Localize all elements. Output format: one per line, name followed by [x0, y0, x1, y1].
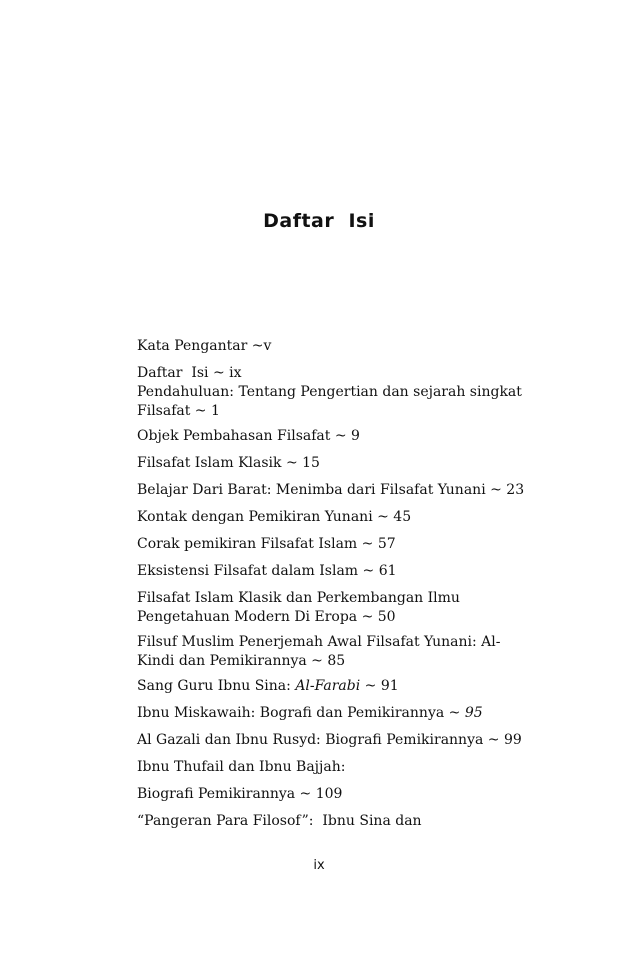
- toc-entry: [137, 508, 532, 527]
- page-title: Daftar Isi: [263, 210, 375, 232]
- toc-entry-line: Filsafat Islam Klasik ~ 15: [137, 455, 320, 471]
- toc-entry: [137, 427, 532, 446]
- table-of-contents: [137, 337, 532, 839]
- toc-entry-line: [137, 704, 532, 723]
- toc-entry-line: Kindi dan Pemikirannya ~ 85: [137, 653, 346, 669]
- toc-entry-line: Pengetahuan Modern Di Eropa ~ 50: [137, 609, 396, 625]
- toc-entry: [137, 758, 532, 777]
- toc-entry-line: Eksistensi Filsafat dalam Islam ~ 61: [137, 563, 397, 579]
- toc-entry-text: Sang Guru Ibnu Sina:: [137, 678, 296, 694]
- toc-entry: [137, 481, 532, 500]
- toc-entry-line: Ibnu Thufail dan Ibnu Bajjah:: [137, 759, 346, 775]
- toc-entry: [137, 589, 532, 627]
- toc-entry: [137, 785, 532, 804]
- toc-entry: [137, 535, 532, 554]
- toc-entry-line: Filsafat Islam Klasik dan Perkembangan Ilmu: [137, 590, 460, 606]
- toc-entry-line: [137, 677, 532, 696]
- toc-entry: [137, 454, 532, 473]
- toc-entry-line: Objek Pembahasan Filsafat ~ 9: [137, 428, 360, 444]
- toc-entry: [137, 812, 532, 831]
- toc-entry-line: Belajar Dari Barat: Menimba dari Filsafat Yunani ~ 23: [137, 482, 525, 498]
- toc-entry-line: “Pangeran Para Filosof”: Ibnu Sina dan: [137, 813, 422, 829]
- toc-entry: [137, 337, 532, 356]
- toc-entry-line: Kata Pengantar ~v: [137, 338, 272, 354]
- toc-entry-line: Filsafat ~ 1: [137, 403, 220, 419]
- toc-entry-line: Biografi Pemikirannya ~ 109: [137, 786, 343, 802]
- toc-entry-italic: 95: [464, 705, 483, 721]
- toc-entry: [137, 633, 532, 671]
- toc-entry-italic: Al-Farabi: [295, 678, 361, 694]
- toc-entry-line: Al Gazali dan Ibnu Rusyd: Biografi Pemikirannya ~ 99: [137, 732, 522, 748]
- toc-entry-line: Filsuf Muslim Penerjemah Awal Filsafat Yunani: Al-: [137, 634, 501, 650]
- toc-entry-line: Pendahuluan: Tentang Pengertian dan sejarah singkat: [137, 384, 522, 400]
- toc-entry: [137, 364, 532, 383]
- toc-entry: [137, 731, 532, 750]
- toc-entry-line: Daftar Isi ~ ix: [137, 365, 242, 381]
- toc-entry: [137, 677, 532, 696]
- toc-entry: [137, 704, 532, 723]
- page-number: ix: [313, 858, 325, 873]
- toc-entry-text: Ibnu Miskawaih: Bografi dan Pemikirannya ~: [137, 705, 465, 721]
- toc-entry: [137, 562, 532, 581]
- toc-entry-line: Corak pemikiran Filsafat Islam ~ 57: [137, 536, 396, 552]
- toc-entry-page: ~ 91: [360, 678, 399, 694]
- toc-entry: [137, 383, 532, 421]
- toc-entry-line: Kontak dengan Pemikiran Yunani ~ 45: [137, 509, 412, 525]
